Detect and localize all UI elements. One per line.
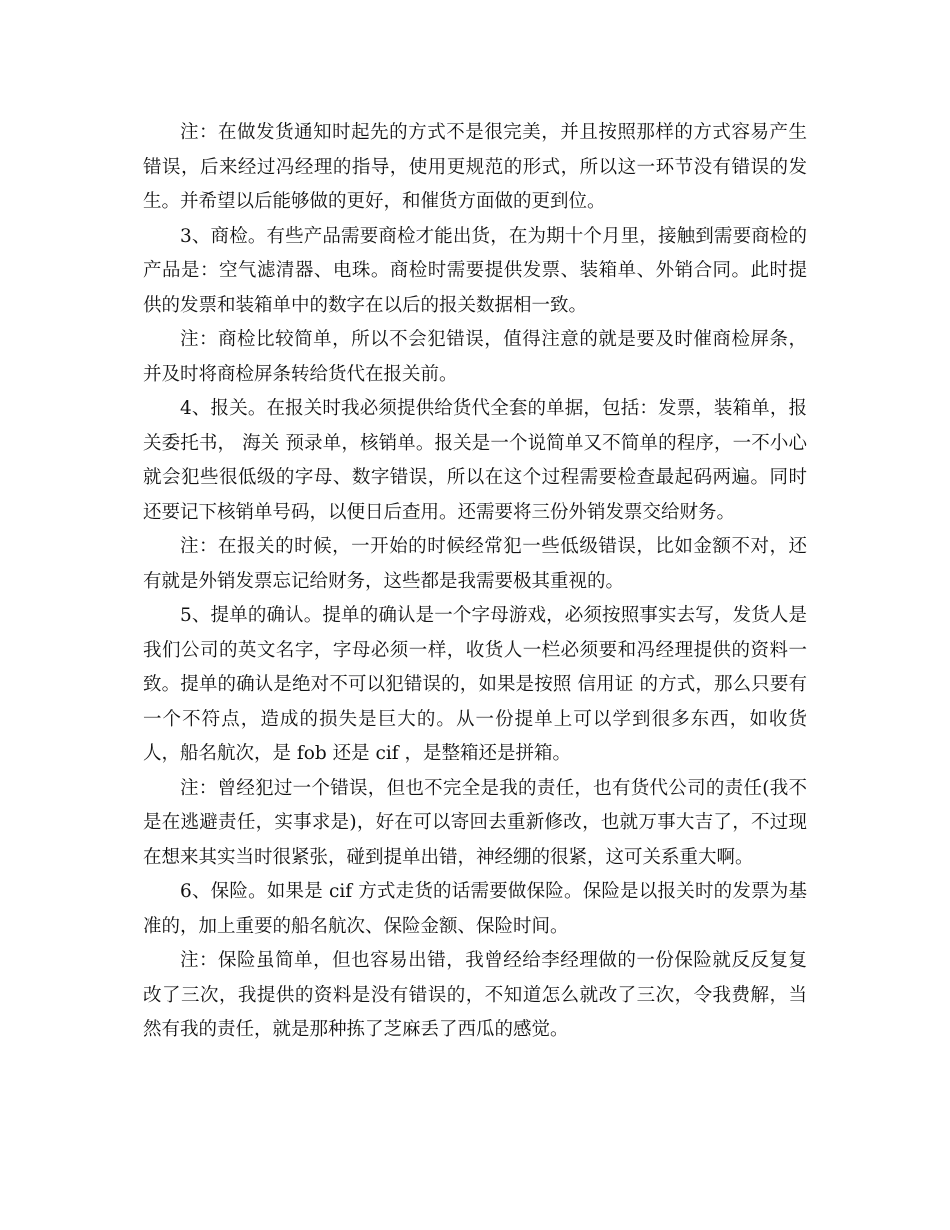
paragraph-insurance: 6、保险。如果是 cif 方式走货的话需要做保险。保险是以报关时的发票为基准的，加上重要的船名航次、保险金额、保险时间。 [143, 881, 807, 937]
paragraph-bill-of-lading: 5、提单的确认。提单的确认是一个字母游戏，必须按照事实去写，发货人是我们公司的英文名字，字母必须一样，收货人一栏必须要和冯经理提供的资料一致。提单的确认是绝对不可以犯错误的，如果是按照 信用证 的方式，那么只要有一个不符点，造成的损失是巨大的。从一份提单上可以学到很多东西，如收货人，船名航次，是 fob 还是 cif ，是整箱还是拼箱。 [143, 605, 807, 764]
document-body [143, 116, 807, 1048]
paragraph-commodity-inspection: 3、商检。有些产品需要商检才能出货，在为期十个月里，接触到需要商检的产品是：空气滤清器、电珠。商检时需要提供发票、装箱单、外销合同。此时提供的发票和装箱单中的数字在以后的报关数据相一致。 [143, 225, 807, 316]
paragraph-note-bill-of-lading: 注：曾经犯过一个错误，但也不完全是我的责任，也有货代公司的责任(我不是在逃避责任，实事求是)，好在可以寄回去重新修改，也就万事大吉了，不过现在想来其实当时很紧张，碰到提单出错，神经绷的很紧，这可关系重大啊。 [143, 777, 807, 868]
paragraph-note-insurance: 注：保险虽简单，但也容易出错，我曾经给李经理做的一份保险就反反复复改了三次，我提供的资料是没有错误的，不知道怎么就改了三次，令我费解，当然有我的责任，就是那种拣了芝麻丢了西瓜的感觉。 [143, 950, 807, 1040]
paragraph-note-inspection: 注：商检比较简单，所以不会犯错误，值得注意的就是要及时催商检屏条，并及时将商检屏条转给货代在报关前。 [143, 329, 807, 385]
paragraph-note-customs: 注：在报关的时候，一开始的时候经常犯一些低级错误，比如金额不对，还有就是外销发票忘记给财务，这些都是我需要极其重视的。 [143, 536, 807, 592]
paragraph-customs-declaration: 4、报关。在报关时我必须提供给货代全套的单据，包括：发票，装箱单，报关委托书， 海关 预录单，核销单。报关是一个说简单又不简单的程序，一不小心就会犯些很低级的字母、数字错误，所以在这个过程需要检查最起码两遍。同时还要记下核销单号码，以便日后查用。还需要将三份外销发票交给财务。 [143, 398, 807, 523]
paragraph-note-shipping-notice: 注：在做发货通知时起先的方式不是很完美，并且按照那样的方式容易产生错误，后来经过冯经理的指导，使用更规范的形式，所以这一环节没有错误的发生。并希望以后能够做的更好，和催货方面做的更到位。 [143, 122, 807, 212]
